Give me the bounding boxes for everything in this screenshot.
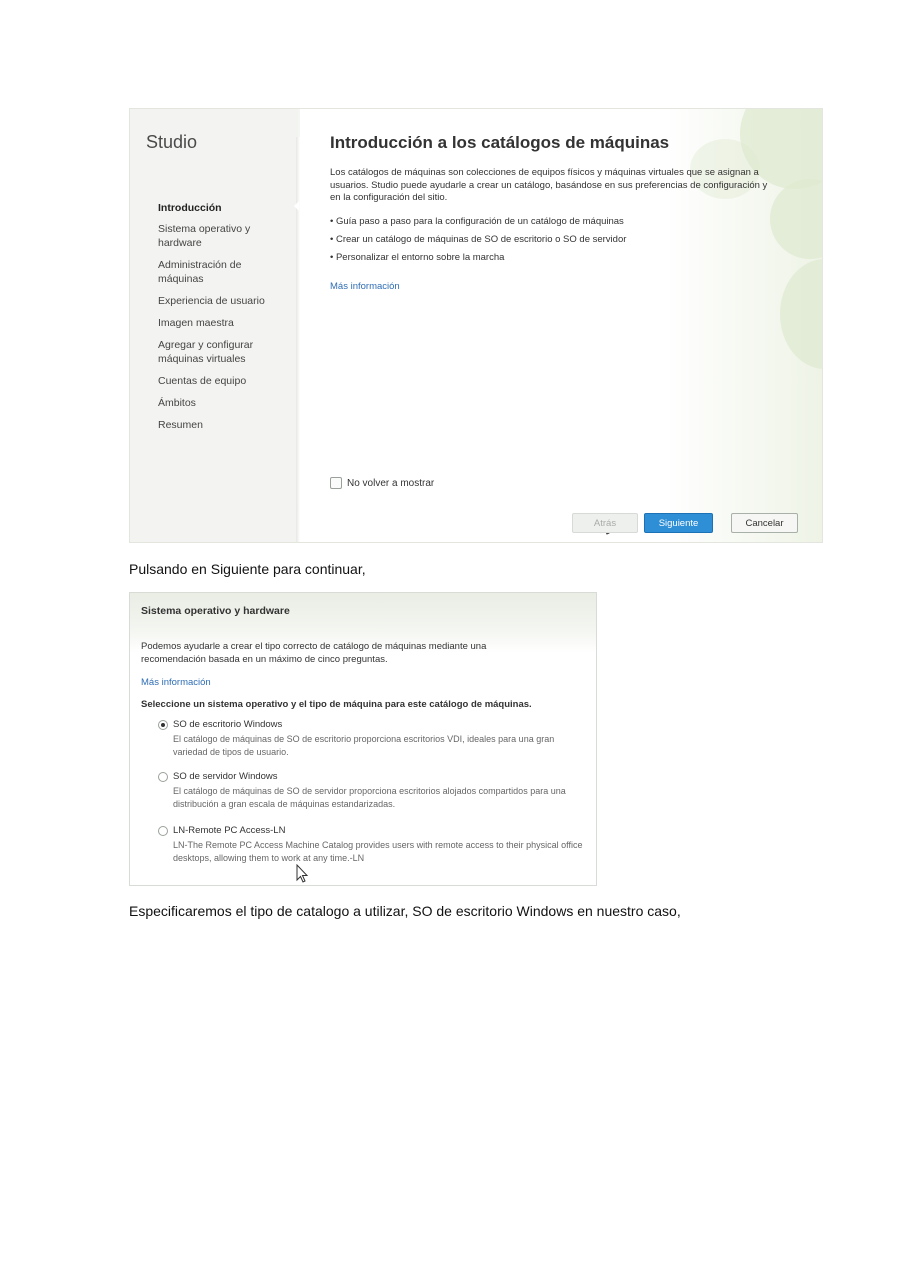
radio-button[interactable] [158, 772, 168, 782]
feature-list [330, 216, 770, 270]
active-step-indicator [294, 201, 299, 211]
option-label: SO de servidor Windows [173, 771, 278, 782]
dont-show-again-checkbox[interactable] [330, 477, 434, 489]
decorative-circle [780, 259, 823, 369]
step-imagen-maestra[interactable]: Imagen maestra [158, 317, 234, 329]
studio-intro-screenshot [129, 108, 823, 543]
option-label: LN-Remote PC Access-LN [173, 825, 286, 836]
cancel-button[interactable]: Cancelar [731, 513, 798, 533]
step-agregar-configurar[interactable]: Agregar y configurar máquinas virtuales [158, 339, 254, 365]
wizard-sidebar [130, 109, 298, 542]
studio-logo: Studio [146, 132, 198, 152]
wizard-steps [158, 201, 278, 440]
checkbox-label: No volver a mostrar [347, 477, 435, 489]
decorative-circle [770, 179, 823, 259]
step-ambitos[interactable]: Ámbitos [158, 397, 196, 409]
option-server-os[interactable] [158, 771, 588, 811]
feature-item: • Personalizar el entorno sobre la marcha [330, 252, 770, 264]
option-description: El catálogo de máquinas de SO de escritorio proporciona escritorios VDI, ideales para una gran variedad de tipos de usuario. [173, 734, 555, 757]
mouse-cursor-icon [296, 864, 310, 884]
step-administracion[interactable]: Administración de máquinas [158, 259, 242, 285]
more-info-link[interactable]: Más información [330, 281, 400, 292]
radio-button-selected[interactable] [158, 720, 168, 730]
step-description: Podemos ayudarle a crear el tipo correcto de catálogo de máquinas mediante una recomendación basada en un máximo de cinco preguntas. [141, 641, 487, 665]
option-description: El catálogo de máquinas de SO de servidor proporciona escritorios alojados compartidos para una distribución a gran escala de máquinas estandarizadas. [173, 786, 566, 809]
next-button[interactable]: Siguiente [644, 513, 713, 533]
step-resumen[interactable]: Resumen [158, 419, 203, 431]
option-description: LN-The Remote PC Access Machine Catalog provides users with remote access to their physical office desktops, allowing them to work at any time.-LN [173, 840, 583, 863]
back-button[interactable]: Atrás [572, 513, 638, 533]
page-title: Introducción a los catálogos de máquinas [330, 133, 670, 152]
radio-button[interactable] [158, 826, 168, 836]
option-label: SO de escritorio Windows [173, 719, 283, 730]
feature-item: • Guía paso a paso para la configuración de un catálogo de máquinas [330, 216, 770, 228]
intro-description: Los catálogos de máquinas son colecciones de equipos físicos y máquinas virtuales que se asignan a usuarios. Studio puede ayudarle a crear un catálogo, basándose en sus preferencias de configuración y en la configuración del sitio. [330, 167, 768, 203]
step-sistema-operativo[interactable]: Sistema operativo y hardware [158, 223, 251, 249]
option-remote-pc[interactable] [158, 825, 588, 865]
os-hardware-screenshot [129, 592, 597, 886]
wizard-content [300, 109, 822, 542]
os-question: Seleccione un sistema operativo y el tipo de máquina para este catálogo de máquinas. [141, 699, 532, 710]
more-info-link[interactable]: Más información [141, 677, 211, 688]
option-desktop-os[interactable] [158, 719, 588, 759]
step-introduccion[interactable]: Introducción [158, 202, 222, 214]
feature-item: • Crear un catálogo de máquinas de SO de escritorio o SO de servidor [330, 234, 770, 246]
checkbox-box[interactable] [330, 477, 342, 489]
caption-specify-type: Especificaremos el tipo de catalogo a utilizar, SO de escritorio Windows en nuestro caso, [129, 903, 681, 919]
caption-continue: Pulsando en Siguiente para continuar, [129, 561, 366, 577]
step-heading: Sistema operativo y hardware [141, 605, 290, 617]
step-cuentas-equipo[interactable]: Cuentas de equipo [158, 375, 247, 387]
step-experiencia-usuario[interactable]: Experiencia de usuario [158, 295, 265, 307]
